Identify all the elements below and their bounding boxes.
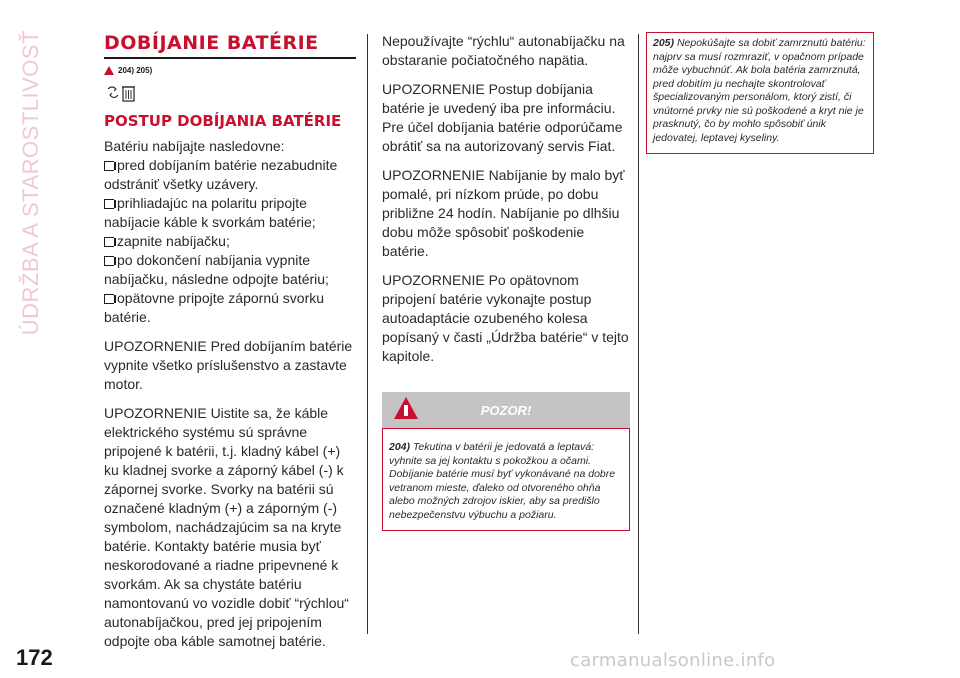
column-divider — [638, 34, 639, 634]
warning-note — [646, 32, 874, 154]
column-divider — [367, 34, 368, 634]
list-item: prihliadajúc na polaritu pripojte nabíjacie káble k svorkám batérie; — [104, 195, 316, 230]
paragraph: UPOZORNENIE Uistite sa, že káble elektrického systému sú správne pripojené k batérii, t.j. kladný kábel (+) ku kladnej svorke a záporný kábel (-) k zápornej svorke. Svorky na batérii sú označené kladným (+) a záporným (-) symbolom, nachádzajúcim sa na kryte batérie. Kontakty batérie musia byť neskorodované a riadne pripevnené k svorkám. Ak sa chystáte batériu namontovanú vo vozidle dobiť “rýchlou“ autonabíjačkou, pred jej pripojením odpojte oba káble samotnej batérie. — [104, 405, 349, 649]
paragraph: UPOZORNENIE Pred dobíjaním batérie vypnite všetko príslušenstvo a zastavte motor. — [104, 338, 353, 392]
warning-bar — [382, 392, 630, 428]
column-middle — [382, 32, 630, 531]
warning-triangle-icon — [104, 66, 114, 75]
note-number: 204) — [389, 441, 411, 453]
paragraph: UPOZORNENIE Nabíjanie by malo byť pomalé, pri nízkom prúde, po dobu približne 24 hodín. Nabíjanie po dlhšiu dobu môže spôsobiť poškodenie batérie. — [382, 167, 625, 259]
note-text: Tekutina v batérii je jedovatá a leptavá: vyhnite sa jej kontaktu s pokožkou a očami. Dobíjanie batérie musí byť vykonávané na dobre vetranom mieste, ďaleko od otvoreného ohňa alebo možných zdrojov iskier, aby sa predišlo nebezpečenstvu výbuchu a požiaru. — [389, 441, 616, 521]
intro-text: Batériu nabíjajte nasledovne: — [104, 138, 285, 154]
note-text: Nepokúšajte sa dobiť zamrznutú batériu: najprv sa musí rozmraziť, v opačnom prípade môže vybuchnúť. Ak bola batéria zamrznutá, pred dobitím ju nechajte skontrolovať špecializovaným personálom, ktorý zistí, či vnútorné prvky nie sú poškodené a kryt nie je prasknutý, čo by mohlo spôsobiť únik jedovatej, leptavej kyseliny. — [653, 37, 866, 144]
page-number: 172 — [16, 645, 53, 670]
paragraph: UPOZORNENIE Po opätovnom pripojení batérie vykonajte postup autoadaptácie ozubeného kolesa popísaný v časti „Údržba batérie“ v tejto kapitole. — [382, 272, 629, 364]
list-item: opätovne pripojte zápornú svorku batérie. — [104, 290, 325, 325]
paragraph: Nepoužívajte “rýchlu“ autonabíjačku na obstaranie počiatočného napätia. — [382, 33, 625, 68]
column-left — [104, 32, 356, 651]
warning-note — [382, 428, 630, 531]
watermark: carmanualsonline.info — [570, 650, 776, 671]
chapter-side-title-text: ÚDRŽBA A STAROSTLIVOSŤ — [18, 30, 43, 336]
checkbox-bullet-icon — [104, 237, 114, 247]
column-right — [646, 32, 874, 154]
section-title: DOBÍJANIE BATÉRIE — [104, 32, 356, 59]
list-item: pred dobíjaním batérie nezabudnite odstrániť všetky uzávery. — [104, 157, 338, 192]
warning-refs — [104, 66, 356, 75]
bullet-list — [104, 156, 356, 327]
checkbox-bullet-icon — [104, 294, 114, 304]
list-item: po dokončení nabíjania vypnite nabíjačku, následne odpojte batériu; — [104, 252, 329, 287]
checkbox-bullet-icon — [104, 256, 114, 266]
warning-label: POZOR! — [480, 402, 532, 418]
recycle-bin-icon — [104, 83, 356, 103]
checkbox-bullet-icon — [104, 161, 114, 171]
subsection-title: POSTUP DOBÍJANIA BATÉRIE — [104, 112, 342, 130]
list-item: zapnite nabíjačku; — [104, 232, 356, 251]
paragraph: UPOZORNENIE Postup dobíjania batérie je uvedený iba pre informáciu. Pre účel dobíjania batérie odporúčame obrátiť sa na autorizovaný servis Fiat. — [382, 81, 623, 154]
checkbox-bullet-icon — [104, 199, 114, 209]
note-number: 205) — [653, 37, 675, 49]
warning-refs-text: 204) 205) — [118, 66, 153, 75]
chapter-side-title — [6, 30, 66, 336]
